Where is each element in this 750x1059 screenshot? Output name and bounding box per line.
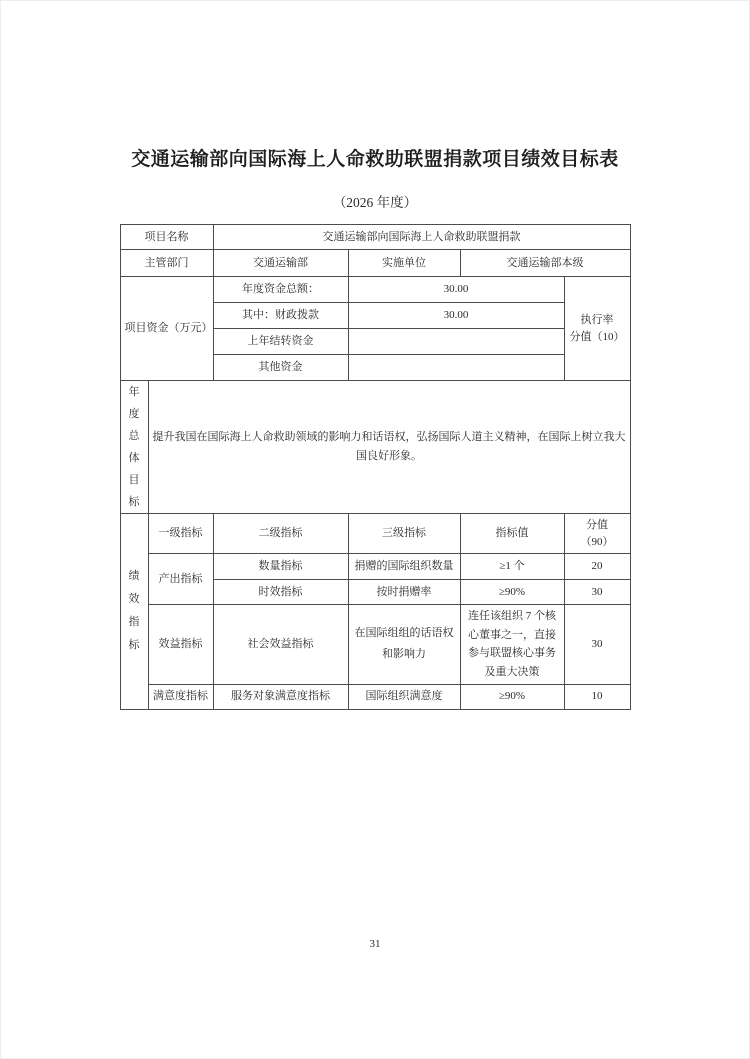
satisfaction-target: ≥90%: [460, 684, 564, 709]
funding-other-value: [348, 355, 564, 381]
dept-label: 主管部门: [120, 250, 213, 277]
project-name-label: 项目名称: [120, 225, 213, 250]
satisfaction-level3: 国际组织满意度: [348, 684, 460, 709]
funding-fiscal-value: 30.00: [348, 303, 564, 329]
quantity-target: ≥1 个: [460, 554, 564, 580]
satisfaction-level1: 满意度指标: [148, 684, 213, 709]
benefit-level1: 效益指标: [148, 605, 213, 685]
header-score-line1: 分值: [586, 518, 608, 531]
dept-value: 交通运输部: [213, 250, 348, 277]
funding-other-label: 其他资金: [213, 355, 348, 381]
impl-unit-label: 实施单位: [348, 250, 460, 277]
header-level1: 一级指标: [148, 514, 213, 554]
satisfaction-level2: 服务对象满意度指标: [213, 684, 348, 709]
header-target: 指标值: [460, 514, 564, 554]
row-departments: [120, 250, 630, 277]
quantity-score: 20: [564, 554, 630, 580]
annual-goal-label: 年度总体目标: [128, 386, 140, 508]
execution-rate-score: [564, 277, 630, 381]
indicators-label-cell: [120, 514, 148, 710]
quantity-level3: 捐赠的国际组织数量: [348, 554, 460, 580]
timeliness-score: 30: [564, 580, 630, 605]
benefit-level2: 社会效益指标: [213, 605, 348, 685]
header-level3: 三级指标: [348, 514, 460, 554]
header-level2: 二级指标: [213, 514, 348, 554]
execution-rate-line1: 执行率: [580, 313, 614, 326]
header-score: [564, 514, 630, 554]
benefit-level3: 在国际组组的话语权和影响力: [348, 605, 460, 685]
document-title: 交通运输部向国际海上人命救助联盟捐款项目绩效目标表: [131, 149, 619, 170]
execution-rate-line2: 分值（10）: [569, 330, 625, 343]
satisfaction-score: 10: [564, 684, 630, 709]
annual-goal-text: 提升我国在国际海上人命救助领域的影响力和话语权，弘扬国际人道主义精神，在国际上树立我大国良好形象。: [148, 381, 630, 514]
header-score-line2: （90）: [580, 535, 614, 548]
funding-total-label: 年度资金总额：: [213, 277, 348, 303]
row-funding-total: [120, 277, 630, 303]
timeliness-level2: 时效指标: [213, 580, 348, 605]
row-benefit: [120, 605, 630, 685]
quantity-level2: 数量指标: [213, 554, 348, 580]
funding-carryover-label: 上年结转资金: [213, 329, 348, 355]
funding-total-value: 30.00: [348, 277, 564, 303]
funding-label: 项目资金（万元）: [120, 277, 213, 381]
row-project-name: [120, 225, 630, 250]
impl-unit-value: 交通运输部本级: [460, 250, 630, 277]
document-subtitle: （2026 年度）: [332, 195, 418, 210]
output-level1: 产出指标: [148, 554, 213, 605]
row-annual-goal: [120, 381, 630, 514]
indicators-label: 绩效指标: [128, 570, 140, 652]
benefit-target: 连任该组织 7 个核心董事之一，直接参与联盟核心事务及重大决策: [460, 605, 564, 685]
row-output-quantity: [120, 554, 630, 580]
benefit-score: 30: [564, 605, 630, 685]
timeliness-level3: 按时捐赠率: [348, 580, 460, 605]
row-satisfaction: [120, 684, 630, 709]
performance-target-table: [120, 224, 631, 710]
funding-fiscal-label: 其中：财政拨款: [213, 303, 348, 329]
funding-carryover-value: [348, 329, 564, 355]
page-number: 31: [369, 938, 381, 950]
project-name-value: 交通运输部向国际海上人命救助联盟捐款: [213, 225, 630, 250]
row-indicator-headers: [120, 514, 630, 554]
timeliness-target: ≥90%: [460, 580, 564, 605]
annual-goal-label-cell: [120, 381, 148, 514]
